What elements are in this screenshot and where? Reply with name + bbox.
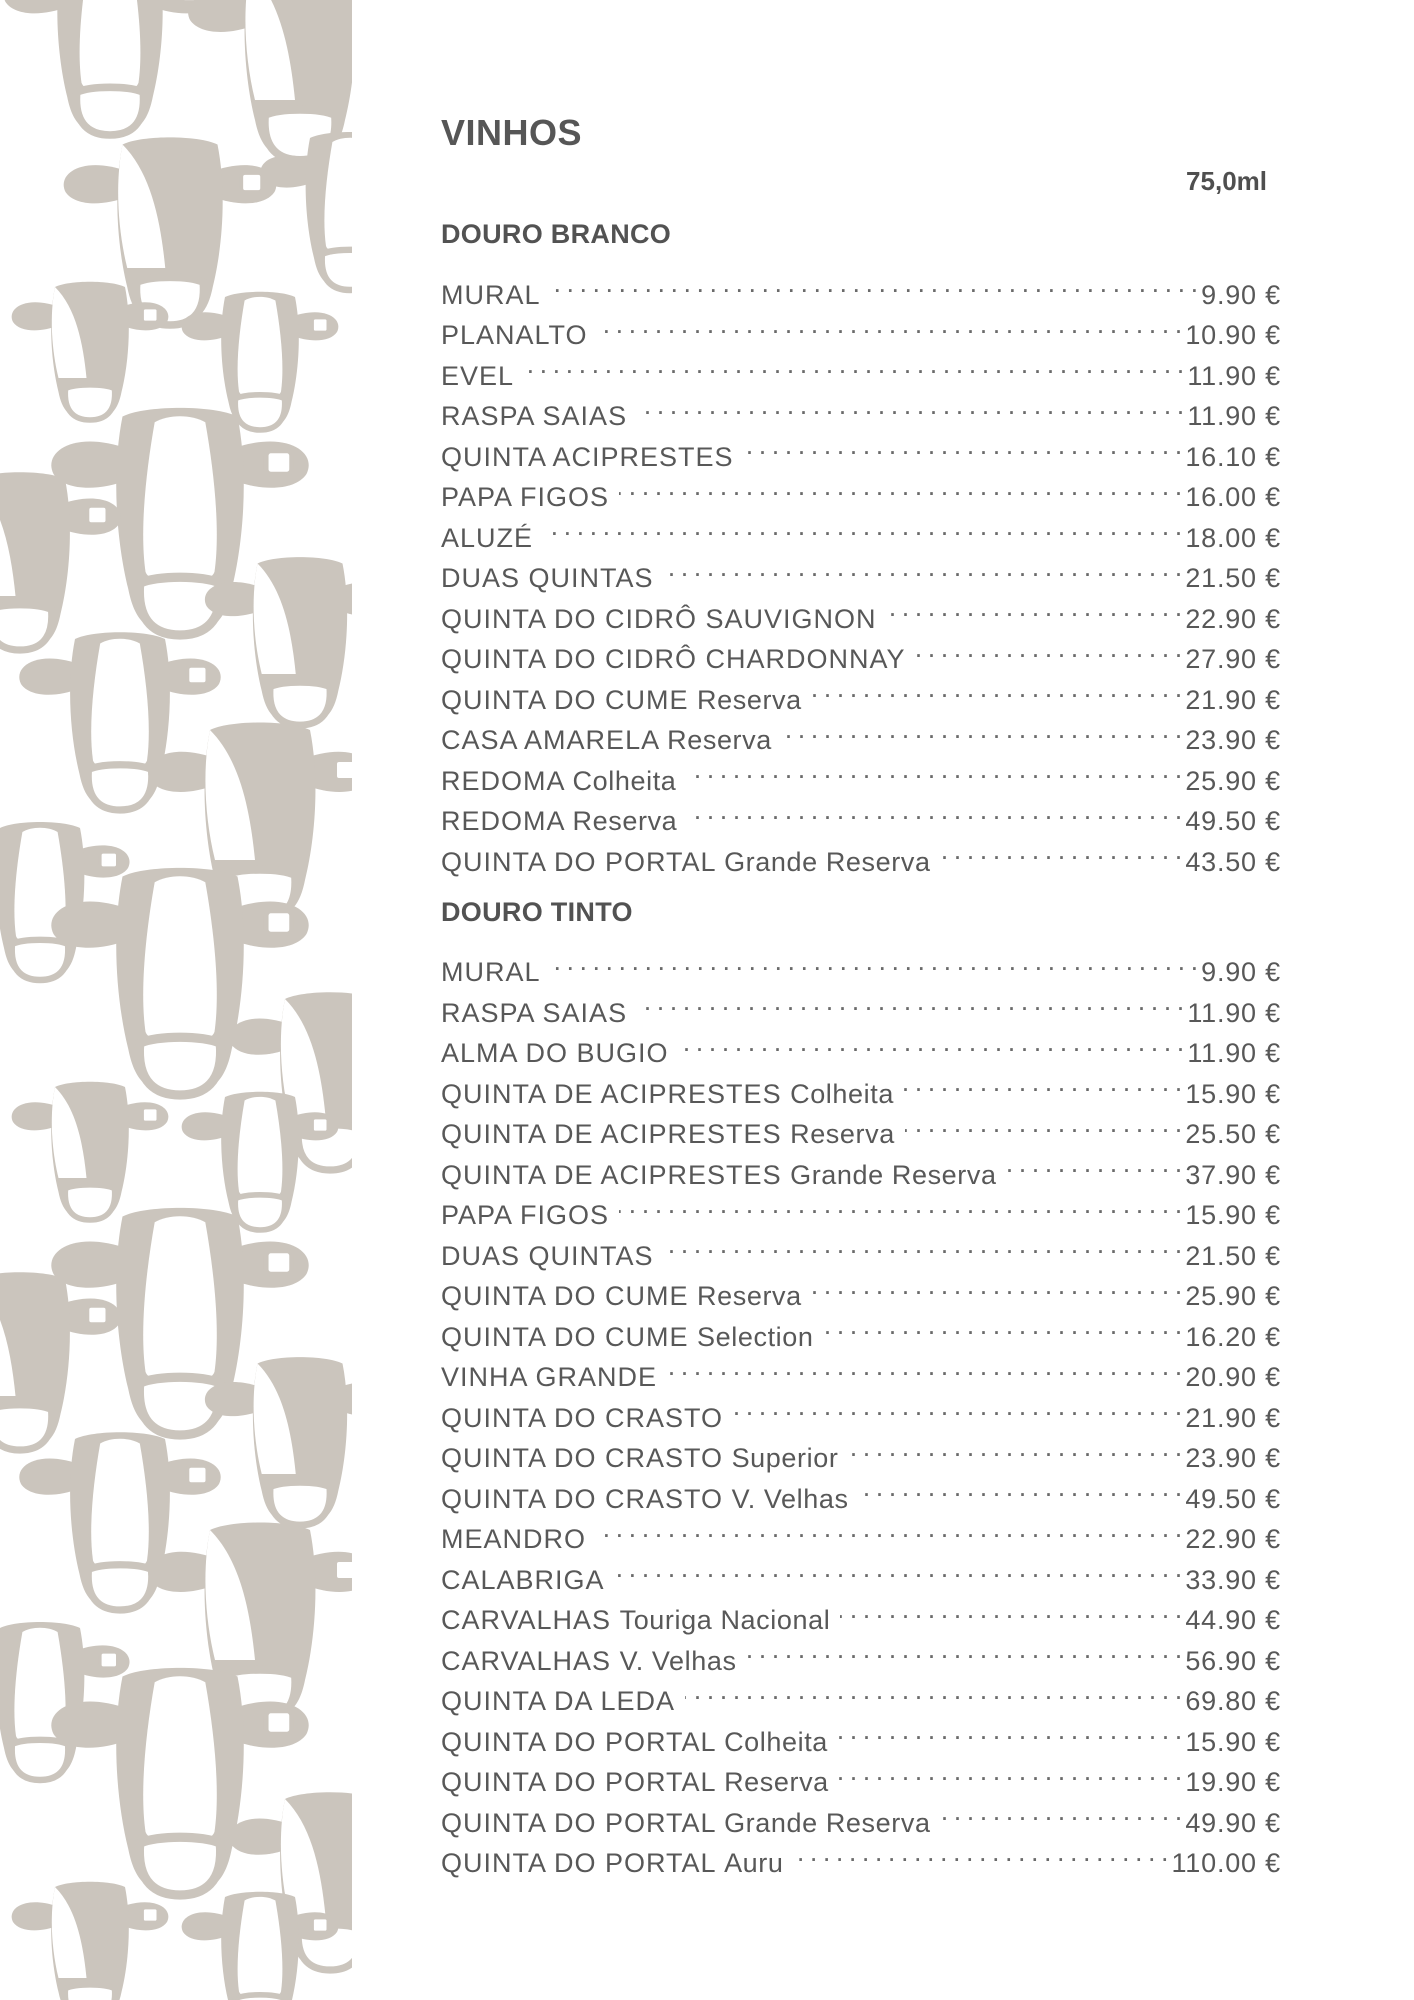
wine-name	[441, 1276, 802, 1317]
wine-name	[441, 1762, 829, 1803]
wine-price: 22.90 €	[1185, 603, 1281, 634]
cow-head-icon	[12, 1082, 169, 1220]
wine-producer: REDOMA	[441, 765, 565, 796]
dot-leader	[524, 344, 1183, 385]
wine-variant: V. Velhas	[619, 1645, 737, 1676]
wine-producer: CASA AMARELA	[441, 725, 659, 755]
wine-price: 25.50 €	[1185, 1119, 1281, 1149]
wine-variant: Auru	[724, 1848, 784, 1878]
wine-variant: Superior	[731, 1443, 839, 1473]
dot-leader	[685, 1670, 1181, 1711]
dot-leader	[859, 1467, 1182, 1508]
wine-name	[441, 993, 627, 1034]
wine-name	[441, 558, 654, 599]
wine-row	[441, 981, 1281, 1028]
wine-variant: Reserva	[790, 1119, 895, 1149]
wine-name	[441, 680, 802, 721]
dot-leader	[679, 1022, 1184, 1063]
wine-producer: QUINTA DO PORTAL	[441, 1807, 716, 1838]
wine-producer: CALABRIGA	[441, 1564, 605, 1595]
wine-list	[441, 263, 1281, 877]
wine-producer: QUINTA DO CIDRÔ SAUVIGNON	[441, 603, 877, 634]
dot-leader	[840, 1589, 1181, 1630]
wine-name	[441, 275, 541, 316]
wine-producer: DUAS QUINTAS	[441, 1240, 654, 1271]
wine-row	[441, 547, 1281, 593]
wine-variant: Colheita	[724, 1726, 828, 1757]
dot-leader	[744, 425, 1182, 466]
wine-variant: Grande Reserva	[790, 1159, 997, 1190]
dot-leader	[941, 830, 1182, 871]
wine-price: 23.90 €	[1185, 725, 1281, 755]
cow-head-icon	[0, 822, 130, 980]
wine-price: 10.90 €	[1185, 320, 1281, 350]
wine-name	[441, 1560, 605, 1601]
wine-price: 27.90 €	[1185, 644, 1281, 674]
wine-name	[441, 1519, 586, 1560]
wine-price: 9.90 €	[1201, 957, 1281, 987]
dot-leader	[551, 263, 1198, 304]
wine-variant: Reserva	[572, 806, 678, 836]
wine-producer: PLANALTO	[441, 320, 588, 350]
wine-producer: QUINTA DO CRASTO	[441, 1402, 724, 1433]
wine-name	[441, 1722, 828, 1763]
wine-price: 43.50 €	[1185, 846, 1281, 877]
wine-price: 25.90 €	[1185, 765, 1281, 796]
wine-variant: V. Velhas	[731, 1483, 849, 1514]
wine-producer: QUINTA DO CRASTO	[441, 1483, 724, 1514]
wine-producer: CARVALHAS	[441, 1645, 612, 1676]
cow-head-icon	[0, 472, 121, 650]
dot-leader	[812, 668, 1182, 709]
wine-variant: Colheita	[790, 1078, 894, 1109]
wine-producer: QUINTA DO CUME	[441, 684, 689, 715]
wine-row	[441, 506, 1281, 553]
cow-head-icon	[0, 1622, 130, 1780]
wine-producer: PAPA FIGOS	[441, 1200, 610, 1230]
wine-producer: QUINTA DO CRASTO	[441, 1443, 724, 1473]
wine-producer: QUINTA DE ACIPRESTES	[441, 1159, 782, 1190]
wine-price: 56.90 €	[1185, 1645, 1281, 1676]
wine-producer: PAPA FIGOS	[441, 482, 610, 512]
wine-producer: QUINTA DE ACIPRESTES	[441, 1078, 782, 1109]
dot-leader	[812, 1265, 1182, 1306]
wine-price: 16.10 €	[1185, 441, 1281, 472]
cow-pattern-illustration	[0, 0, 352, 2000]
wine-producer: MEANDRO	[441, 1524, 587, 1554]
wine-producer: QUINTA DA LEDA	[441, 1686, 676, 1716]
dot-leader	[637, 385, 1183, 426]
cow-head-icon	[12, 282, 169, 420]
wine-name	[441, 1074, 894, 1115]
dot-leader	[904, 1062, 1181, 1103]
wine-name	[441, 599, 877, 640]
wine-producer: VINHA GRANDE	[441, 1362, 658, 1392]
wine-price: 11.90 €	[1187, 401, 1281, 431]
dot-leader	[664, 1224, 1182, 1265]
wine-producer: QUINTA DO CUME	[441, 1281, 689, 1311]
wine-price: 44.90 €	[1185, 1605, 1281, 1635]
wine-name	[441, 1681, 675, 1722]
wine-variant: Reserva	[697, 684, 802, 715]
dot-leader	[664, 547, 1182, 588]
wine-price: 11.90 €	[1187, 360, 1281, 391]
wine-producer: QUINTA DO PORTAL	[441, 846, 716, 877]
dot-leader	[615, 1548, 1182, 1589]
wine-name	[441, 356, 514, 397]
cow-head-icon	[51, 868, 308, 1095]
wine-price: 21.90 €	[1185, 1402, 1281, 1433]
dot-leader	[839, 1751, 1182, 1792]
wine-price: 16.20 €	[1185, 1321, 1281, 1352]
dot-leader	[596, 1508, 1181, 1549]
wine-variant: Reserva	[724, 1767, 829, 1797]
wine-price: 19.90 €	[1185, 1767, 1281, 1797]
dot-leader	[686, 749, 1181, 790]
wine-name	[441, 1843, 784, 1884]
wine-producer: QUINTA DO PORTAL	[441, 1767, 716, 1797]
dot-leader	[824, 1305, 1182, 1346]
wine-name	[441, 1033, 669, 1074]
wine-price: 11.90 €	[1187, 1038, 1281, 1068]
wine-price: 21.90 €	[1185, 684, 1281, 715]
wine-price: 49.50 €	[1185, 806, 1281, 836]
cow-head-icon	[4, 0, 217, 135]
wine-name	[441, 1195, 609, 1236]
wine-price: 33.90 €	[1185, 1564, 1281, 1595]
dot-leader	[619, 466, 1181, 507]
cow-pattern-strip	[0, 0, 352, 2000]
wine-price: 37.90 €	[1185, 1159, 1281, 1190]
dot-leader	[598, 304, 1182, 345]
cow-head-icon	[0, 1272, 121, 1450]
wine-producer: QUINTA DO CUME	[441, 1321, 689, 1352]
wine-price: 49.50 €	[1185, 1483, 1281, 1514]
wine-producer: MURAL	[441, 279, 541, 310]
dot-leader	[687, 790, 1181, 831]
wine-price: 15.90 €	[1185, 1200, 1281, 1230]
dot-leader	[905, 1103, 1181, 1144]
dot-leader	[838, 1710, 1181, 1751]
wine-variant: Colheita	[572, 765, 677, 796]
wine-producer: QUINTA DE ACIPRESTES	[441, 1119, 782, 1149]
dot-leader	[916, 628, 1182, 669]
wine-variant: Reserva	[697, 1281, 802, 1311]
wine-price: 20.90 €	[1185, 1362, 1281, 1392]
wine-price: 21.50 €	[1185, 1240, 1281, 1271]
dot-leader	[747, 1629, 1182, 1670]
dot-leader	[667, 1346, 1181, 1387]
wine-producer: QUINTA DO PORTAL	[441, 1848, 716, 1878]
wine-name	[441, 1438, 838, 1479]
wine-producer: QUINTA DO CIDRÔ CHARDONNAY	[441, 644, 906, 674]
dot-leader	[733, 1386, 1181, 1427]
wine-name	[441, 952, 541, 993]
wine-price: 18.00 €	[1185, 522, 1281, 553]
wine-list	[441, 941, 1281, 1878]
wine-price: 15.90 €	[1185, 1078, 1281, 1109]
wine-price: 25.90 €	[1185, 1281, 1281, 1311]
wine-price: 11.90 €	[1187, 997, 1281, 1028]
wine-variant: Reserva	[667, 725, 772, 755]
wine-producer: ALMA DO BUGIO	[441, 1038, 669, 1068]
wine-producer: RASPA SAIAS	[441, 997, 628, 1028]
wine-variant: Touriga Nacional	[619, 1605, 831, 1635]
wine-producer: EVEL	[441, 360, 515, 391]
wine-menu	[441, 110, 1281, 1878]
wine-name	[441, 842, 931, 883]
wine-row	[441, 385, 1281, 431]
wine-price: 22.90 €	[1185, 1524, 1281, 1554]
wine-variant: Grande Reserva	[724, 1807, 931, 1838]
page-title: VINHOS	[441, 112, 583, 153]
wine-name	[441, 1357, 657, 1398]
dot-leader	[941, 1791, 1182, 1832]
wine-name	[441, 518, 533, 559]
dot-leader	[848, 1427, 1181, 1468]
wine-name	[441, 1398, 723, 1439]
wine-name	[441, 1114, 895, 1155]
wine-name	[441, 801, 677, 842]
dot-leader	[887, 587, 1182, 628]
dot-leader	[794, 1832, 1168, 1873]
cow-head-icon	[12, 1882, 169, 2000]
wine-price: 110.00 €	[1171, 1848, 1281, 1878]
dot-leader	[543, 506, 1181, 547]
wine-variant: Grande Reserva	[724, 846, 931, 877]
wine-producer: DUAS QUINTAS	[441, 563, 654, 593]
dot-leader	[551, 941, 1198, 982]
section-title: DOURO BRANCO	[441, 219, 672, 249]
wine-producer: REDOMA	[441, 806, 565, 836]
wine-name	[441, 1236, 654, 1277]
wine-row	[441, 941, 1281, 987]
wine-producer: QUINTA DO PORTAL	[441, 1726, 716, 1757]
dot-leader	[619, 1184, 1181, 1225]
wine-variant: Selection	[697, 1321, 814, 1352]
wine-price: 23.90 €	[1185, 1443, 1281, 1473]
wine-name	[441, 396, 627, 437]
wine-producer: MURAL	[441, 957, 541, 987]
dot-leader	[637, 981, 1183, 1022]
cow-head-icon	[51, 1668, 308, 1895]
wine-price: 69.80 €	[1185, 1686, 1281, 1716]
wine-producer: QUINTA ACIPRESTES	[441, 441, 734, 472]
section-title: DOURO TINTO	[441, 896, 633, 927]
dot-leader	[1007, 1143, 1182, 1184]
section-douro-tinto	[441, 895, 1281, 1878]
wine-row	[441, 344, 1281, 391]
wine-producer: ALUZÉ	[441, 522, 534, 553]
section-douro-branco	[441, 217, 1281, 877]
wine-price: 49.90 €	[1185, 1807, 1281, 1838]
dot-leader	[782, 709, 1181, 750]
wine-price: 21.50 €	[1185, 563, 1281, 593]
volume-header: 75,0ml	[1186, 166, 1267, 196]
wine-price: 9.90 €	[1201, 279, 1281, 310]
wine-price: 15.90 €	[1185, 1726, 1281, 1757]
wine-row	[441, 263, 1281, 310]
wine-producer: CARVALHAS	[441, 1605, 612, 1635]
wine-row	[441, 304, 1281, 350]
wine-price: 16.00 €	[1185, 482, 1281, 512]
wine-name	[441, 761, 676, 802]
wine-producer: RASPA SAIAS	[441, 401, 628, 431]
